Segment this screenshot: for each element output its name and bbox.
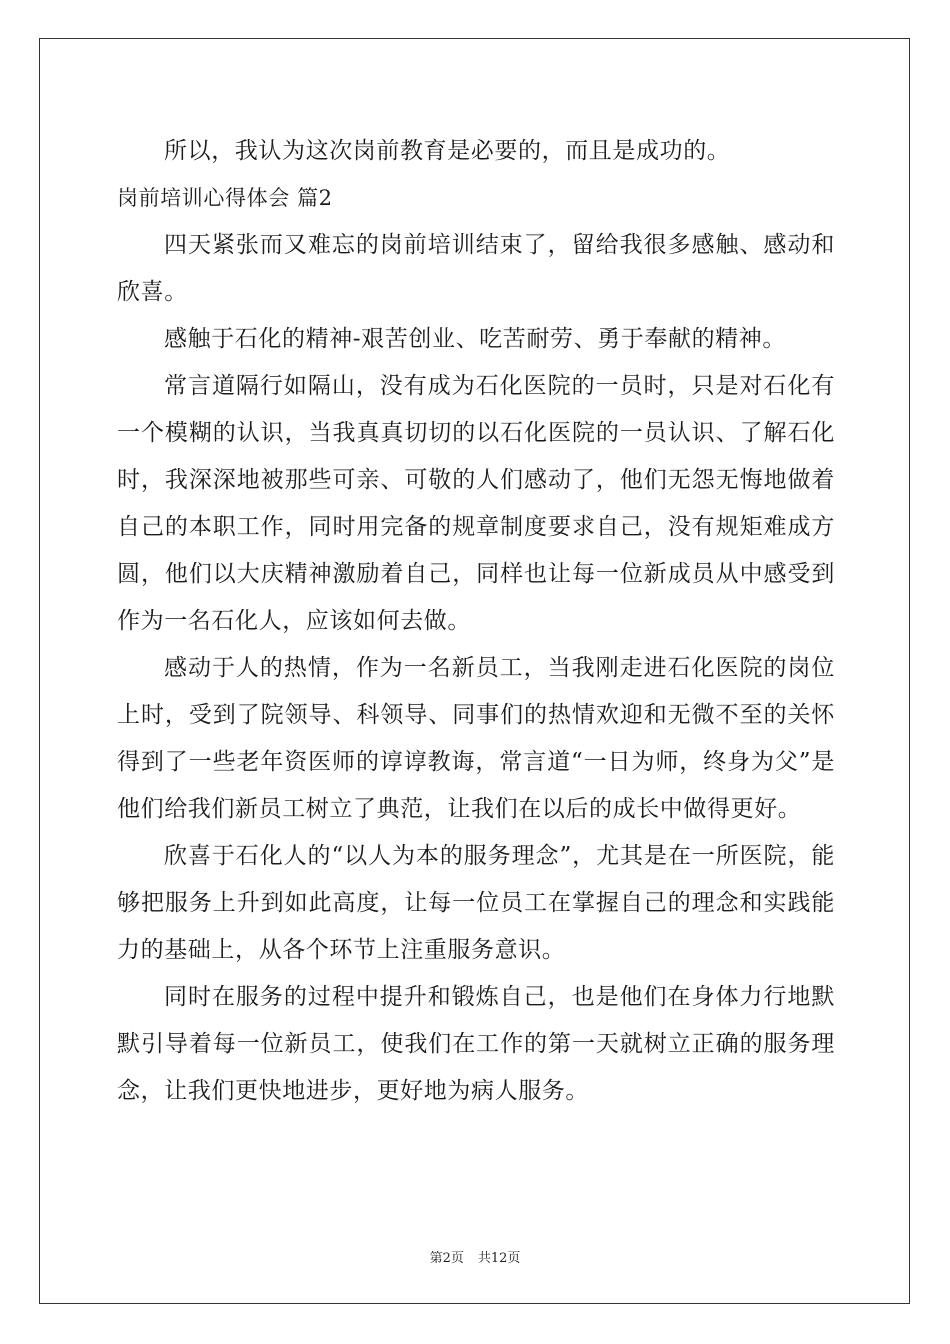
paragraph: 欣喜于石化人的“以人为本的服务理念”，尤其是在一所医院，能够把服务上升到如此高度，让每一位员工在掌握自己的理念和实践能力的基础上，从各个环节上注重服务意识。 [117,843,835,963]
document-body [117,128,835,1115]
paragraph: 四天紧张而又难忘的岗前培训结束了，留给我很多感触、感动和欣喜。 [117,232,835,305]
page-number: 第2页 [429,1251,464,1266]
paragraph: 常言道隔行如隔山，没有成为石化医院的一员时，只是对石化有一个模糊的认识，当我真真切切的以石化医院的一员认识、了解石化时，我深深地被那些可亲、可敬的人们感动了，他们无怨无悔地做着自己的本职工作，同时用完备的规章制度要求自己，没有规矩难成方圆，他们以大庆精神激励着自己，同样也让每一位新成员从中感受到作为一名石化人，应该如何去做。 [117,373,835,634]
paragraph: 同时在服务的过程中提升和锻炼自己，也是他们在身体力行地默默引导着每一位新员工，使我们在工作的第一天就树立正确的服务理念，让我们更快地进步，更好地为病人服务。 [117,984,835,1104]
section-heading: 岗前培训心得体会 篇2 [117,186,333,210]
paragraph: 感动于人的热情，作为一名新员工，当我刚走进石化医院的岗位上时，受到了院领导、科领导、同事们的热情欢迎和无微不至的关怀得到了一些老年资医师的谆谆教诲，常言道“一日为师，终身为父”是他们给我们新员工树立了典范，让我们在以后的成长中做得更好。 [117,655,835,822]
paragraph: 感触于石化的精神-艰苦创业、吃苦耐劳、勇于奉献的精神。 [164,326,786,352]
paragraph: 所以，我认为这次岗前教育是必要的，而且是成功的。 [164,138,731,164]
page-total: 共12页 [477,1251,521,1266]
page-footer [0,1247,950,1266]
